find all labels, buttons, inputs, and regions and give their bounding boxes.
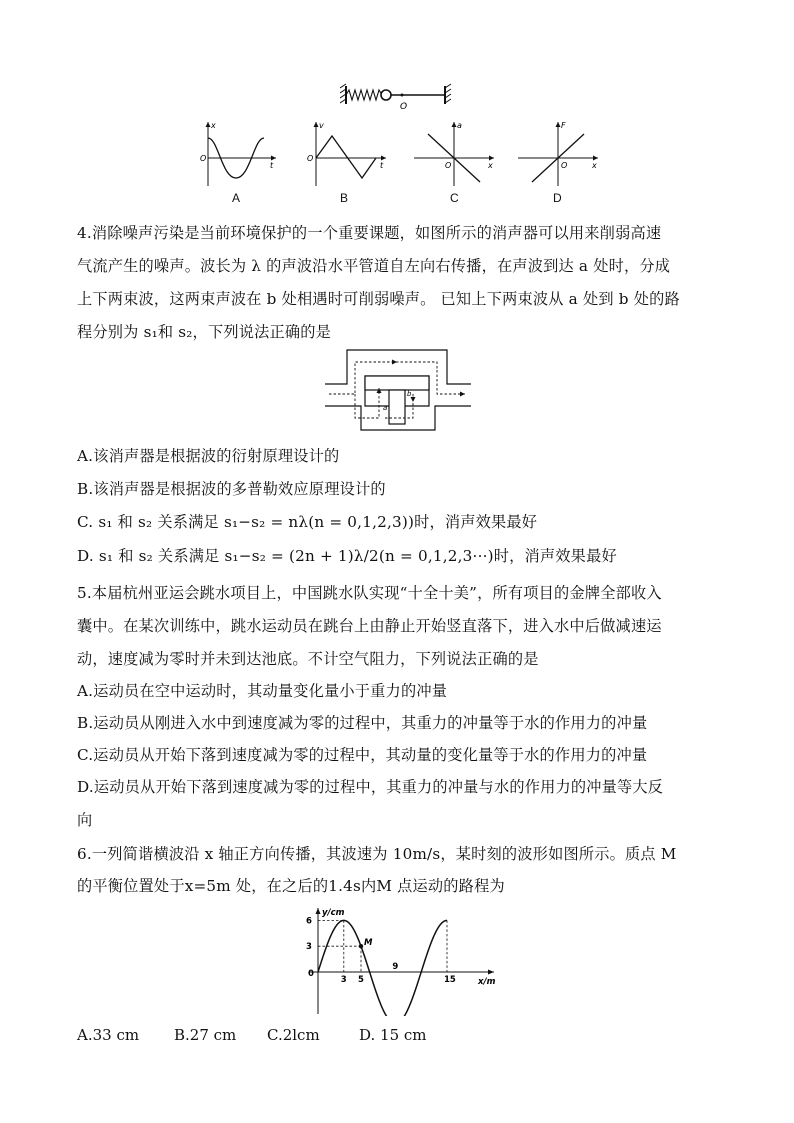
q5-option-b: B.运动员从刚进入水中到速度减为零的过程中，其重力的冲量等于水的作用力的冲量 [77,714,648,732]
equilibrium-point-label: O [400,102,408,112]
q4-option-d: D. s₁ 和 s₂ 关系满足 s₁−s₂ = (2n + 1)λ/2(n = 0,1,2,3···)时，消声效果最好 [77,547,617,565]
graph-a [200,118,280,190]
graph-c-label: C [450,191,459,205]
y-tick-3: 3 [306,942,312,953]
q6-option-a: A.33 cm [77,1026,140,1044]
q5-option-a: A.运动员在空中运动时，其动量变化量小于重力的冲量 [77,682,448,700]
graph-a-y-label: x [211,121,216,130]
graph-b-x-label: t [380,161,384,170]
q4-option-a: A.该消声器是根据波的衍射原理设计的 [77,447,340,465]
graph-b [306,118,390,190]
q5-stem-line-1: 5.本届杭州亚运会跳水项目上，中国跳水队实现“十全十美”，所有项目的金牌全部收入 [77,584,662,602]
x-tick-5: 5 [358,975,364,985]
spring-oscillator-figure [340,82,460,112]
graph-d [514,118,602,190]
q4-stem-line-4: 程分别为 s₁和 s₂，下列说法正确的是 [77,323,332,341]
x-tick-3: 3 [340,975,347,985]
q4-option-c: C. s₁ 和 s₂ 关系满足 s₁−s₂ = nλ(n = 0,1,2,3))时，消声效果最好 [77,513,538,531]
q4-option-b: B.该消声器是根据波的多普勒效应原理设计的 [77,480,386,498]
x-tick-9: 9 [392,962,399,972]
wave-origin-label: 0 [308,969,314,979]
q4-stem-line-1: 4.消除噪声污染是当前环境保护的一个重要课题，如图所示的消声器可以用来削弱高速 [77,224,662,242]
q6-option-b: B.27 cm [174,1026,237,1044]
q6-option-d: D. 15 cm [359,1026,427,1044]
graph-c-origin: O [445,161,452,170]
q5-stem-line-2: 囊中。在某次训练中，跳水运动员在跳台上由静止开始竖直落下，进入水中后做减速运 [77,617,662,635]
graph-a-label: A [232,191,241,205]
y-tick-6: 6 [306,916,312,927]
wave-y-axis-label: y/cm [322,908,345,918]
graph-a-origin: O [200,154,207,163]
graph-b-label: B [340,191,349,205]
q5-option-d-continued: 向 [77,811,93,829]
point-m-marker [359,944,363,948]
graph-d-origin: O [561,161,568,170]
q6-stem-line-1: 6.一列简谐横波沿 x 轴正方向传播，其波速为 10m/s，某时刻的波形如图所示。质点 M [77,845,677,863]
wave-graph [300,904,500,1016]
q4-stem-line-3: 上下两束波，这两束声波在 b 处相遇时可削弱噪声。 已知上下两束波从 a 处到 b 处的路 [77,290,680,308]
q4-stem-line-2: 气流产生的噪声。波长为 λ 的声波沿水平管道自左向右传播，在声波到达 a 处时，分成 [77,257,671,275]
graph-d-y-label: F [561,121,566,130]
point-m-label: M [364,938,373,949]
wave-x-axis-label: x/m [478,977,496,987]
x-tick-15: 15 [444,975,456,985]
q6-stem-line-2: 的平衡位置处于x=5m 处，在之后的1.4s内M 点运动的路程为 [77,877,505,895]
graph-b-origin: O [307,154,314,163]
graph-b-y-label: v [319,121,324,130]
silencer-label-b: b [407,390,412,398]
silencer-label-a: a [383,404,388,412]
wave-curve [318,920,447,1016]
graph-a-x-label: t [270,161,274,170]
q6-option-c: C.2lcm [267,1026,320,1044]
graph-d-label: D [553,191,562,205]
graph-c [410,118,498,190]
graph-d-x-label: x [592,161,597,170]
q5-option-d: D.运动员从开始下落到速度减为零的过程中，其重力的冲量与水的作用力的冲量等大反 [77,778,664,796]
graph-c-x-label: x [488,161,493,170]
q5-stem-line-3: 动，速度减为零时并未到达池底。不计空气阻力，下列说法正确的是 [77,650,539,668]
graph-c-y-label: a [457,121,462,130]
silencer-figure [325,348,471,432]
q5-option-c: C.运动员从开始下落到速度减为零的过程中，其动量的变化量等于水的作用力的冲量 [77,746,648,764]
